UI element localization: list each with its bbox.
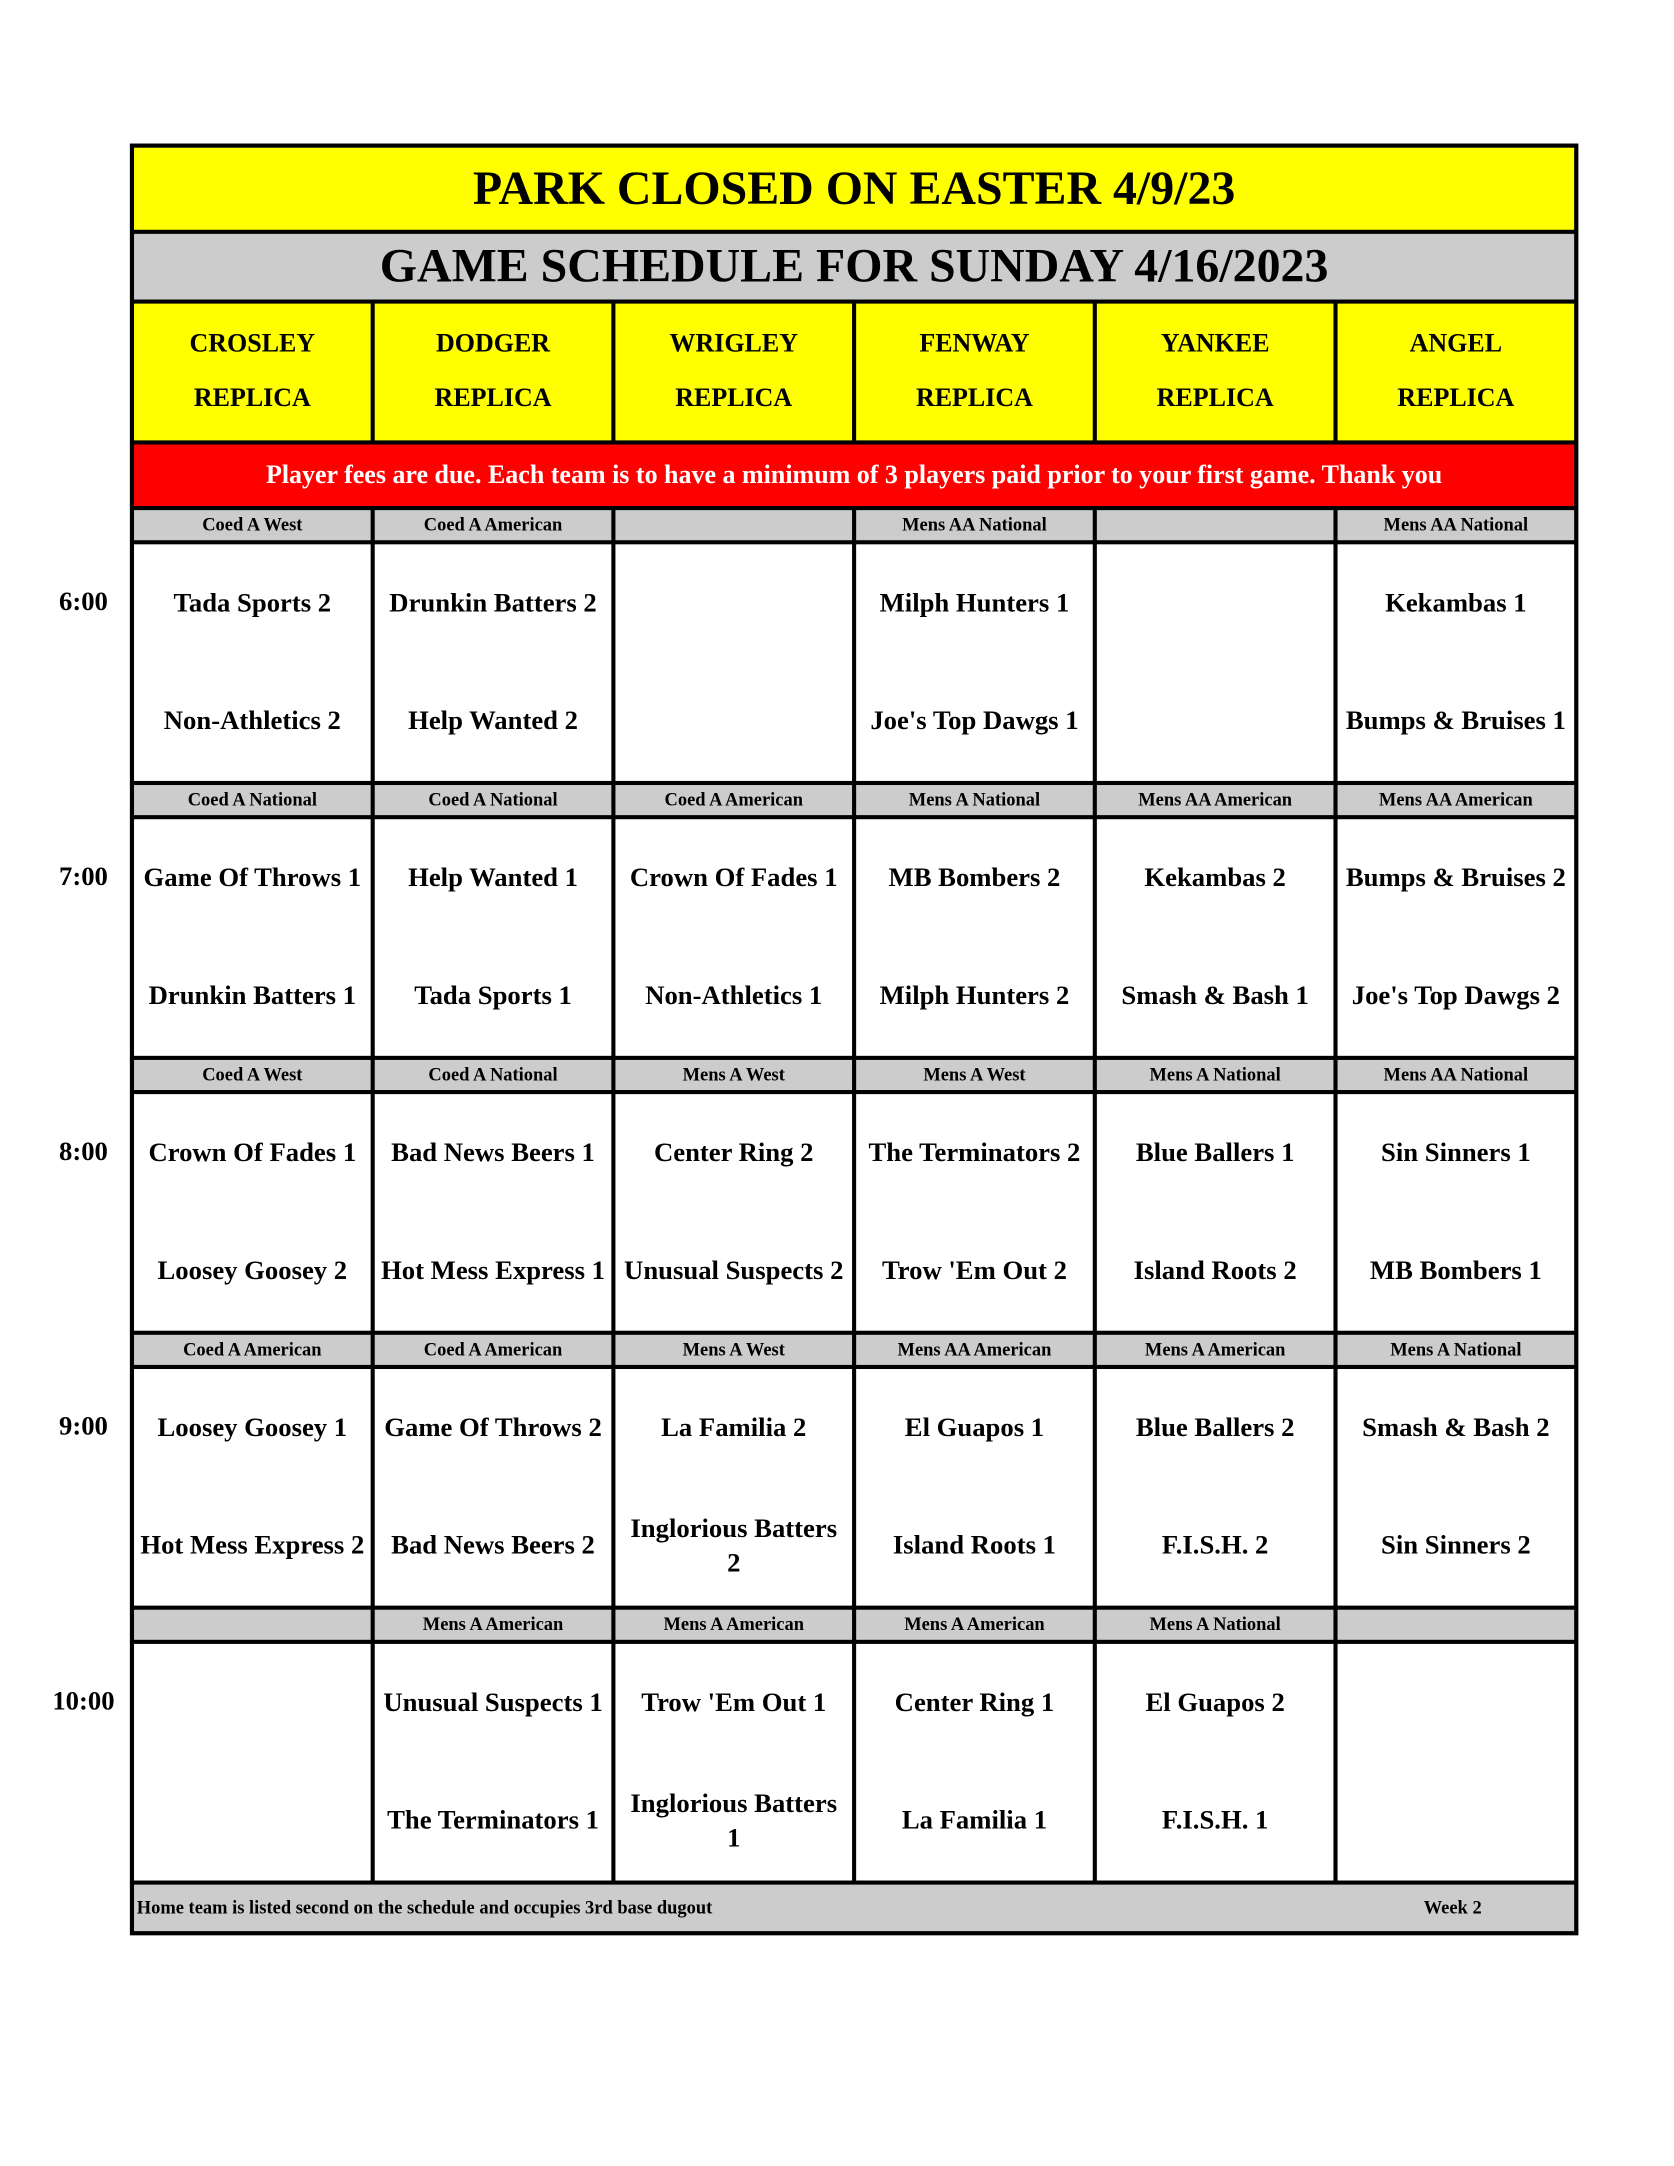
away-team: The Terminators 2 (868, 1138, 1081, 1168)
home-team: The Terminators 1 (387, 1807, 599, 1836)
home-team: Inglorious Batters 2 (630, 1515, 838, 1578)
home-team: Non-Athletics 1 (645, 982, 823, 1012)
division-label: Mens AA American (1338, 785, 1575, 815)
field-subtitle: REPLICA (1397, 384, 1515, 414)
field-subtitle: REPLICA (675, 384, 793, 414)
game-cell (1338, 544, 1575, 781)
away-team: Center Ring 2 (653, 1138, 814, 1168)
division-label: Mens A American (615, 1610, 852, 1640)
division-label: Mens A National (856, 785, 1093, 815)
schedule-table (130, 144, 1578, 1936)
week-label: Week 2 (1423, 1896, 1482, 1918)
time-label: 9:00 (58, 1412, 108, 1442)
game-cell (1338, 1369, 1575, 1606)
away-team: Milph Hunters 1 (879, 589, 1070, 618)
division-label: Mens A National (1097, 1060, 1334, 1090)
game-cell (615, 544, 852, 781)
closure-banner: PARK CLOSED ON EASTER 4/9/23 (134, 148, 1574, 230)
division-label: Coed A National (375, 1060, 612, 1090)
game-cell (375, 1644, 612, 1881)
field-name: CROSLEY (189, 329, 316, 359)
field-name: FENWAY (919, 329, 1030, 359)
division-label: Mens A American (1097, 1335, 1334, 1365)
division-label: Mens AA National (1338, 510, 1575, 540)
away-team: Blue Ballers 1 (1135, 1138, 1295, 1168)
home-team: Hot Mess Express 2 (140, 1532, 365, 1561)
away-team: El Guapos 1 (904, 1413, 1045, 1443)
home-team: Sin Sinners 2 (1381, 1532, 1531, 1561)
away-team: Bad News Beers 1 (391, 1138, 595, 1168)
home-team: Joe's Top Dawgs 1 (870, 707, 1079, 737)
game-cell (615, 1369, 852, 1606)
division-label: Mens A West (856, 1060, 1093, 1090)
schedule-title: GAME SCHEDULE FOR SUNDAY 4/16/2023 (134, 234, 1574, 300)
away-team (615, 544, 852, 662)
home-team: F.I.S.H. 2 (1161, 1532, 1269, 1561)
division-label: Coed A American (375, 1335, 612, 1365)
field-header (134, 304, 371, 441)
away-team (1097, 544, 1334, 662)
home-team (615, 663, 852, 781)
away-team: Blue Ballers 2 (1135, 1413, 1295, 1443)
game-cell (856, 1644, 1093, 1881)
home-team: Island Roots 1 (892, 1532, 1056, 1561)
field-subtitle: REPLICA (434, 384, 552, 414)
division-label: Coed A American (615, 785, 852, 815)
home-team: Bumps & Bruises 1 (1345, 707, 1566, 737)
division-label (1097, 510, 1334, 540)
game-cell (375, 819, 612, 1056)
away-team: Loosey Goosey 1 (157, 1413, 348, 1443)
field-name: WRIGLEY (669, 329, 799, 359)
game-cell (134, 1094, 371, 1331)
time-label: 6:00 (58, 588, 108, 617)
away-team: Bumps & Bruises 2 (1345, 864, 1566, 893)
home-team: Help Wanted 2 (408, 707, 579, 737)
away-team: Center Ring 1 (894, 1688, 1055, 1718)
game-cell (134, 544, 371, 781)
field-header (1338, 304, 1575, 441)
home-team: La Familia 1 (901, 1807, 1048, 1836)
away-team (134, 1644, 371, 1762)
home-team-note: Home team is listed second on the schedule and occupies 3rd base dugout (136, 1896, 713, 1918)
home-team: Joe's Top Dawgs 2 (1351, 982, 1560, 1012)
division-label (1338, 1610, 1575, 1640)
away-team: Unusual Suspects 1 (383, 1688, 603, 1718)
away-team: Smash & Bash 2 (1362, 1413, 1550, 1443)
game-cell (134, 1644, 371, 1881)
home-team: MB Bombers 1 (1369, 1257, 1542, 1286)
game-cell (856, 819, 1093, 1056)
away-team: Help Wanted 1 (408, 864, 579, 893)
home-team: Milph Hunters 2 (879, 982, 1070, 1012)
away-team (1338, 1644, 1575, 1762)
game-cell (1097, 819, 1334, 1056)
field-name: YANKEE (1160, 329, 1270, 359)
time-label: 8:00 (58, 1137, 108, 1167)
game-cell (375, 544, 612, 781)
game-cell (1338, 1644, 1575, 1881)
home-team: Tada Sports 1 (414, 982, 572, 1012)
division-label: Coed A National (134, 785, 371, 815)
home-team: F.I.S.H. 1 (1161, 1807, 1269, 1836)
field-header (375, 304, 612, 441)
home-team (1097, 663, 1334, 781)
home-team: Non-Athletics 2 (163, 707, 341, 737)
field-header (856, 304, 1093, 441)
home-team: Island Roots 2 (1133, 1257, 1297, 1286)
field-subtitle: REPLICA (915, 384, 1033, 414)
away-team: Game Of Throws 1 (143, 864, 362, 893)
field-header (615, 304, 852, 441)
division-label: Mens AA American (1097, 785, 1334, 815)
player-fees-notice: Player fees are due. Each team is to have a minimum of 3 players paid prior to your first game. Thank you (134, 444, 1574, 506)
division-label: Coed A West (134, 1060, 371, 1090)
division-label: Mens AA American (856, 1335, 1093, 1365)
home-team: Hot Mess Express 1 (381, 1257, 606, 1286)
division-label (615, 510, 852, 540)
division-label: Mens A West (615, 1335, 852, 1365)
game-cell (1097, 544, 1334, 781)
game-cell (1097, 1644, 1334, 1881)
division-label: Mens A American (856, 1610, 1093, 1640)
game-cell (375, 1369, 612, 1606)
away-team: Kekambas 2 (1144, 864, 1286, 893)
time-label: 10:00 (52, 1687, 115, 1717)
division-label: Coed A West (134, 510, 371, 540)
home-team: Loosey Goosey 2 (157, 1257, 348, 1286)
division-label: Mens A National (1097, 1610, 1334, 1640)
division-label (134, 1610, 371, 1640)
division-label: Mens AA National (1338, 1060, 1575, 1090)
game-cell (1338, 1094, 1575, 1331)
home-team: Drunkin Batters 1 (148, 982, 357, 1012)
game-cell (134, 819, 371, 1056)
game-cell (1338, 819, 1575, 1056)
home-team: Bad News Beers 2 (391, 1532, 595, 1561)
field-subtitle: REPLICA (193, 384, 311, 414)
away-team: Game Of Throws 2 (384, 1413, 602, 1443)
division-label: Coed A American (375, 510, 612, 540)
game-cell (375, 1094, 612, 1331)
game-cell (856, 1369, 1093, 1606)
home-team (1338, 1762, 1575, 1880)
field-subtitle: REPLICA (1156, 384, 1274, 414)
game-cell (615, 819, 852, 1056)
game-cell (856, 1094, 1093, 1331)
away-team: Trow 'Em Out 1 (641, 1688, 827, 1718)
division-label: Mens A American (375, 1610, 612, 1640)
game-cell (1097, 1369, 1334, 1606)
away-team: Crown Of Fades 1 (629, 864, 838, 893)
game-cell (134, 1369, 371, 1606)
home-team: Smash & Bash 1 (1121, 982, 1309, 1012)
home-team: Unusual Suspects 2 (624, 1257, 844, 1286)
field-name: ANGEL (1409, 329, 1503, 359)
division-label: Coed A National (375, 785, 612, 815)
home-team: Trow 'Em Out 2 (881, 1257, 1067, 1286)
away-team: Sin Sinners 1 (1381, 1138, 1531, 1168)
field-header (1097, 304, 1334, 441)
away-team: La Familia 2 (661, 1413, 807, 1443)
game-cell (615, 1094, 852, 1331)
away-team: Drunkin Batters 2 (389, 589, 597, 618)
away-team: Kekambas 1 (1385, 589, 1527, 618)
division-label: Mens A National (1338, 1335, 1575, 1365)
game-cell (1097, 1094, 1334, 1331)
division-label: Coed A American (134, 1335, 371, 1365)
home-team (134, 1762, 371, 1880)
game-cell (615, 1644, 852, 1881)
division-label: Mens A West (615, 1060, 852, 1090)
division-label: Mens AA National (856, 510, 1093, 540)
home-team: Inglorious Batters 1 (630, 1789, 838, 1853)
field-name: DODGER (436, 329, 551, 359)
away-team: Tada Sports 2 (173, 589, 332, 618)
away-team: El Guapos 2 (1145, 1688, 1285, 1718)
away-team: Crown Of Fades 1 (148, 1138, 357, 1168)
time-label: 7:00 (58, 862, 108, 892)
footer-bar (134, 1885, 1574, 1932)
game-cell (856, 544, 1093, 781)
away-team: MB Bombers 2 (888, 864, 1061, 893)
